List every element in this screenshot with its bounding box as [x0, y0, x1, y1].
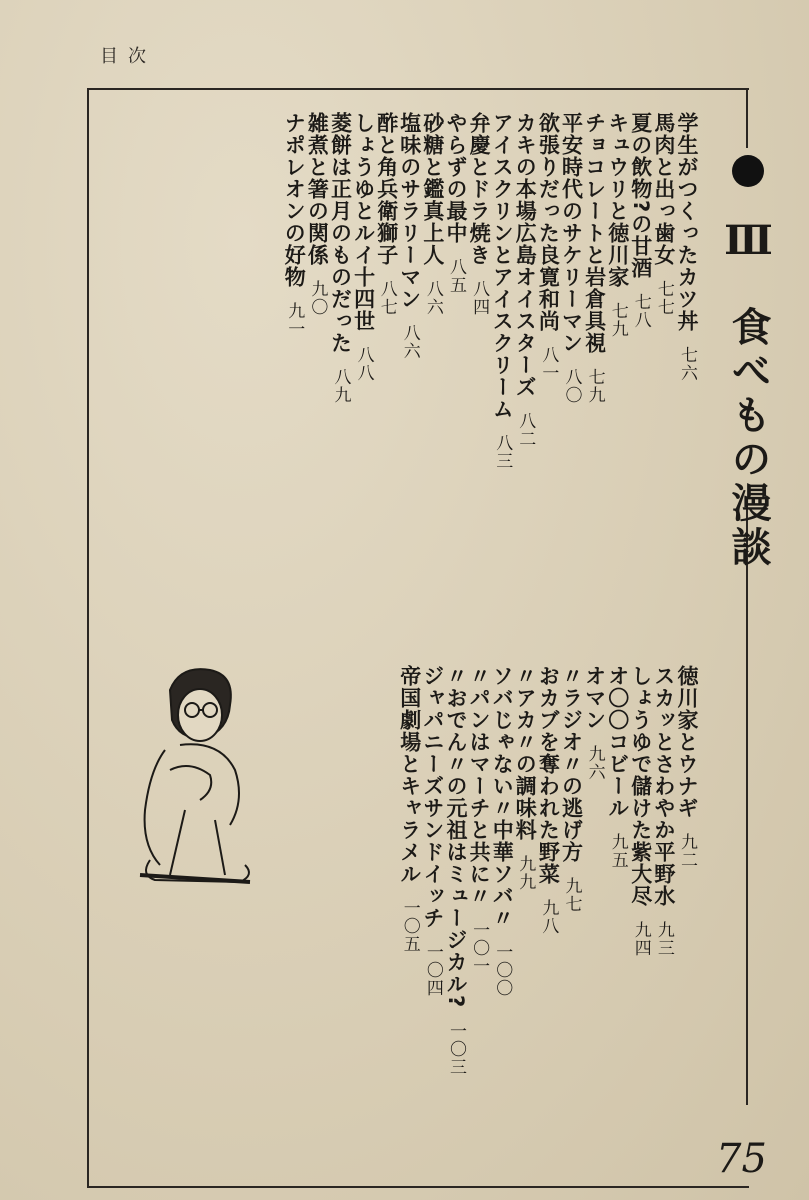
- toc-entry-title: 馬肉と出っ歯女: [651, 112, 676, 266]
- toc-entry: [467, 665, 492, 975]
- toc-entry: [422, 112, 443, 316]
- toc-entry: [353, 112, 374, 382]
- toc-entry-title: やらずの最中: [444, 112, 468, 244]
- toc-entry-page: 九二: [677, 833, 697, 869]
- toc-entry-page: 一〇五: [399, 899, 420, 953]
- toc-entry-title: カキの本場広島オイスターズ: [513, 112, 538, 398]
- toc-entry: [490, 112, 515, 470]
- toc-entry-page: 七六: [677, 346, 697, 382]
- toc-entry-title: ナポレオンの好物: [282, 112, 307, 288]
- toc-entry-page: 八二: [515, 412, 536, 448]
- toc-entry: [653, 112, 674, 316]
- toc-entry-title: 徳川家とウナギ: [675, 665, 699, 819]
- toc-entry: [653, 665, 674, 957]
- toc-entry-title: アイスクリンとアイスクリーム: [490, 112, 515, 420]
- toc-entry-title: しょうゆとルイ十四世: [351, 112, 376, 332]
- toc-entry: [676, 112, 697, 382]
- toc-entry-title: ジャパニーズサンドイッチ: [420, 665, 445, 929]
- toc-entry-title: 砂糖と鑑真上人: [420, 112, 445, 266]
- toc-entry: [445, 112, 466, 294]
- toc-entry-page: 九四: [630, 921, 651, 957]
- toc-entry-page: 八六: [399, 324, 420, 360]
- toc-entry-page: 七八: [630, 293, 651, 330]
- person-reading-illustration: [110, 660, 260, 900]
- toc-entry-title: オマン: [582, 665, 607, 731]
- toc-entry: [467, 112, 492, 316]
- toc-entry-title: しょうゆで儲けた紫大尽: [628, 665, 653, 907]
- toc-entry-title: 雑煮と箸の関係: [305, 112, 330, 266]
- toc-entry-title: 夏の飲物?の甘酒: [628, 112, 653, 280]
- toc-entry-page: 七七: [653, 280, 674, 316]
- toc-entry: [305, 112, 330, 316]
- toc-entry-page: 九一: [284, 302, 305, 338]
- toc-entry: [561, 112, 582, 404]
- toc-entry-page: 九六: [584, 745, 605, 781]
- toc-entry: [536, 112, 561, 382]
- toc-entry-title: 菱餅は正月のものだった: [328, 112, 353, 354]
- toc-entry-title: 酢と角兵衛獅子: [374, 112, 399, 266]
- section-heading: [725, 155, 772, 570]
- toc-entry: [630, 665, 651, 957]
- toc-entry-title: 平安時代のサケリーマン: [559, 112, 584, 354]
- toc-entry-page: 九七: [561, 877, 582, 913]
- toc-entry-title: 学生がつくったカツ丼: [675, 112, 699, 332]
- toc-entry-title: ソバじゃない〃中華ソバ〃: [490, 665, 515, 929]
- header-label: 目次: [100, 46, 156, 67]
- toc-entry: [330, 112, 351, 404]
- toc-entry-page: 八八: [353, 346, 374, 382]
- toc-entry-title: 塩味のサラリーマン: [397, 112, 422, 310]
- toc-entry-page: 八九: [330, 368, 351, 404]
- bullet-icon: [732, 155, 764, 187]
- toc-entry-title: 〃パンはマーチと共に〃: [467, 665, 492, 907]
- toc-entry-page: 九〇: [307, 280, 328, 316]
- toc-entry: [490, 665, 515, 997]
- toc-entry-page: 九五: [607, 833, 628, 869]
- toc-entry-title: 〃おでん〃の元祖はミュージカル?: [444, 665, 468, 1009]
- toc-entry-page: 一〇一: [469, 921, 490, 975]
- toc-entry: [445, 665, 466, 1076]
- toc-entry: [536, 665, 561, 935]
- toc-entry-title: 帝国劇場とキャラメル: [397, 665, 422, 885]
- toc-entry-title: 〃アカ〃の調味料: [513, 665, 538, 841]
- toc-entry: [607, 112, 628, 338]
- toc-entry-page: 八五: [446, 258, 466, 294]
- toc-entry: [399, 112, 420, 360]
- toc-entry-page: 一〇三: [446, 1022, 466, 1077]
- toc-entry-page: 八六: [422, 280, 443, 316]
- toc-entry-page: 九八: [538, 899, 559, 935]
- toc-entry-page: 九九: [515, 855, 536, 891]
- toc-entry-page: 七九: [584, 368, 605, 404]
- section-title: 食べもの漫談: [725, 305, 772, 570]
- toc-entry-page: 一〇〇: [492, 943, 513, 997]
- toc-entry-title: オ〇〇コビール: [605, 665, 630, 819]
- toc-entry-title: スカッとさわやか平野水: [651, 665, 676, 907]
- toc-entry-page: 八一: [538, 346, 559, 382]
- toc-entry-title: 欲張りだった良寛和尚: [536, 112, 561, 332]
- toc-entry-page: 八〇: [561, 368, 582, 404]
- frame-edge: [746, 88, 748, 148]
- toc-entry: [513, 112, 538, 448]
- toc-entry: [607, 665, 628, 869]
- toc-entry: [630, 112, 651, 329]
- toc-entry: [561, 665, 582, 913]
- toc-entry-page: 七九: [607, 302, 628, 338]
- toc-entry-title: 弁慶とドラ焼き: [467, 112, 492, 266]
- toc-entry-page: 八七: [376, 280, 397, 316]
- toc-entry: [282, 112, 307, 338]
- frame-edge: [746, 505, 748, 1105]
- toc-entry: [584, 112, 605, 404]
- toc-entry-page: 八三: [492, 434, 513, 470]
- toc-entry: [399, 665, 420, 953]
- toc-entry-title: チョコレートと岩倉具視: [582, 112, 607, 354]
- toc-entry: [422, 665, 443, 997]
- toc-entry: [584, 665, 605, 781]
- toc-entry: [676, 665, 697, 869]
- section-numeral: Ⅲ: [725, 216, 772, 268]
- toc-entry-title: おカブを奪われた野菜: [536, 665, 561, 885]
- toc-entry-page: 九三: [653, 921, 674, 957]
- toc-entry: [376, 112, 397, 316]
- toc-entry: [513, 665, 538, 891]
- toc-entry-title: 〃ラジオ〃の逃げ方: [559, 665, 584, 863]
- toc-entry-page: 八四: [469, 280, 490, 316]
- toc-entry-page: 一〇四: [422, 943, 443, 997]
- page-number: 75: [716, 1136, 767, 1182]
- toc-entry-title: キュウリと徳川家: [605, 112, 630, 288]
